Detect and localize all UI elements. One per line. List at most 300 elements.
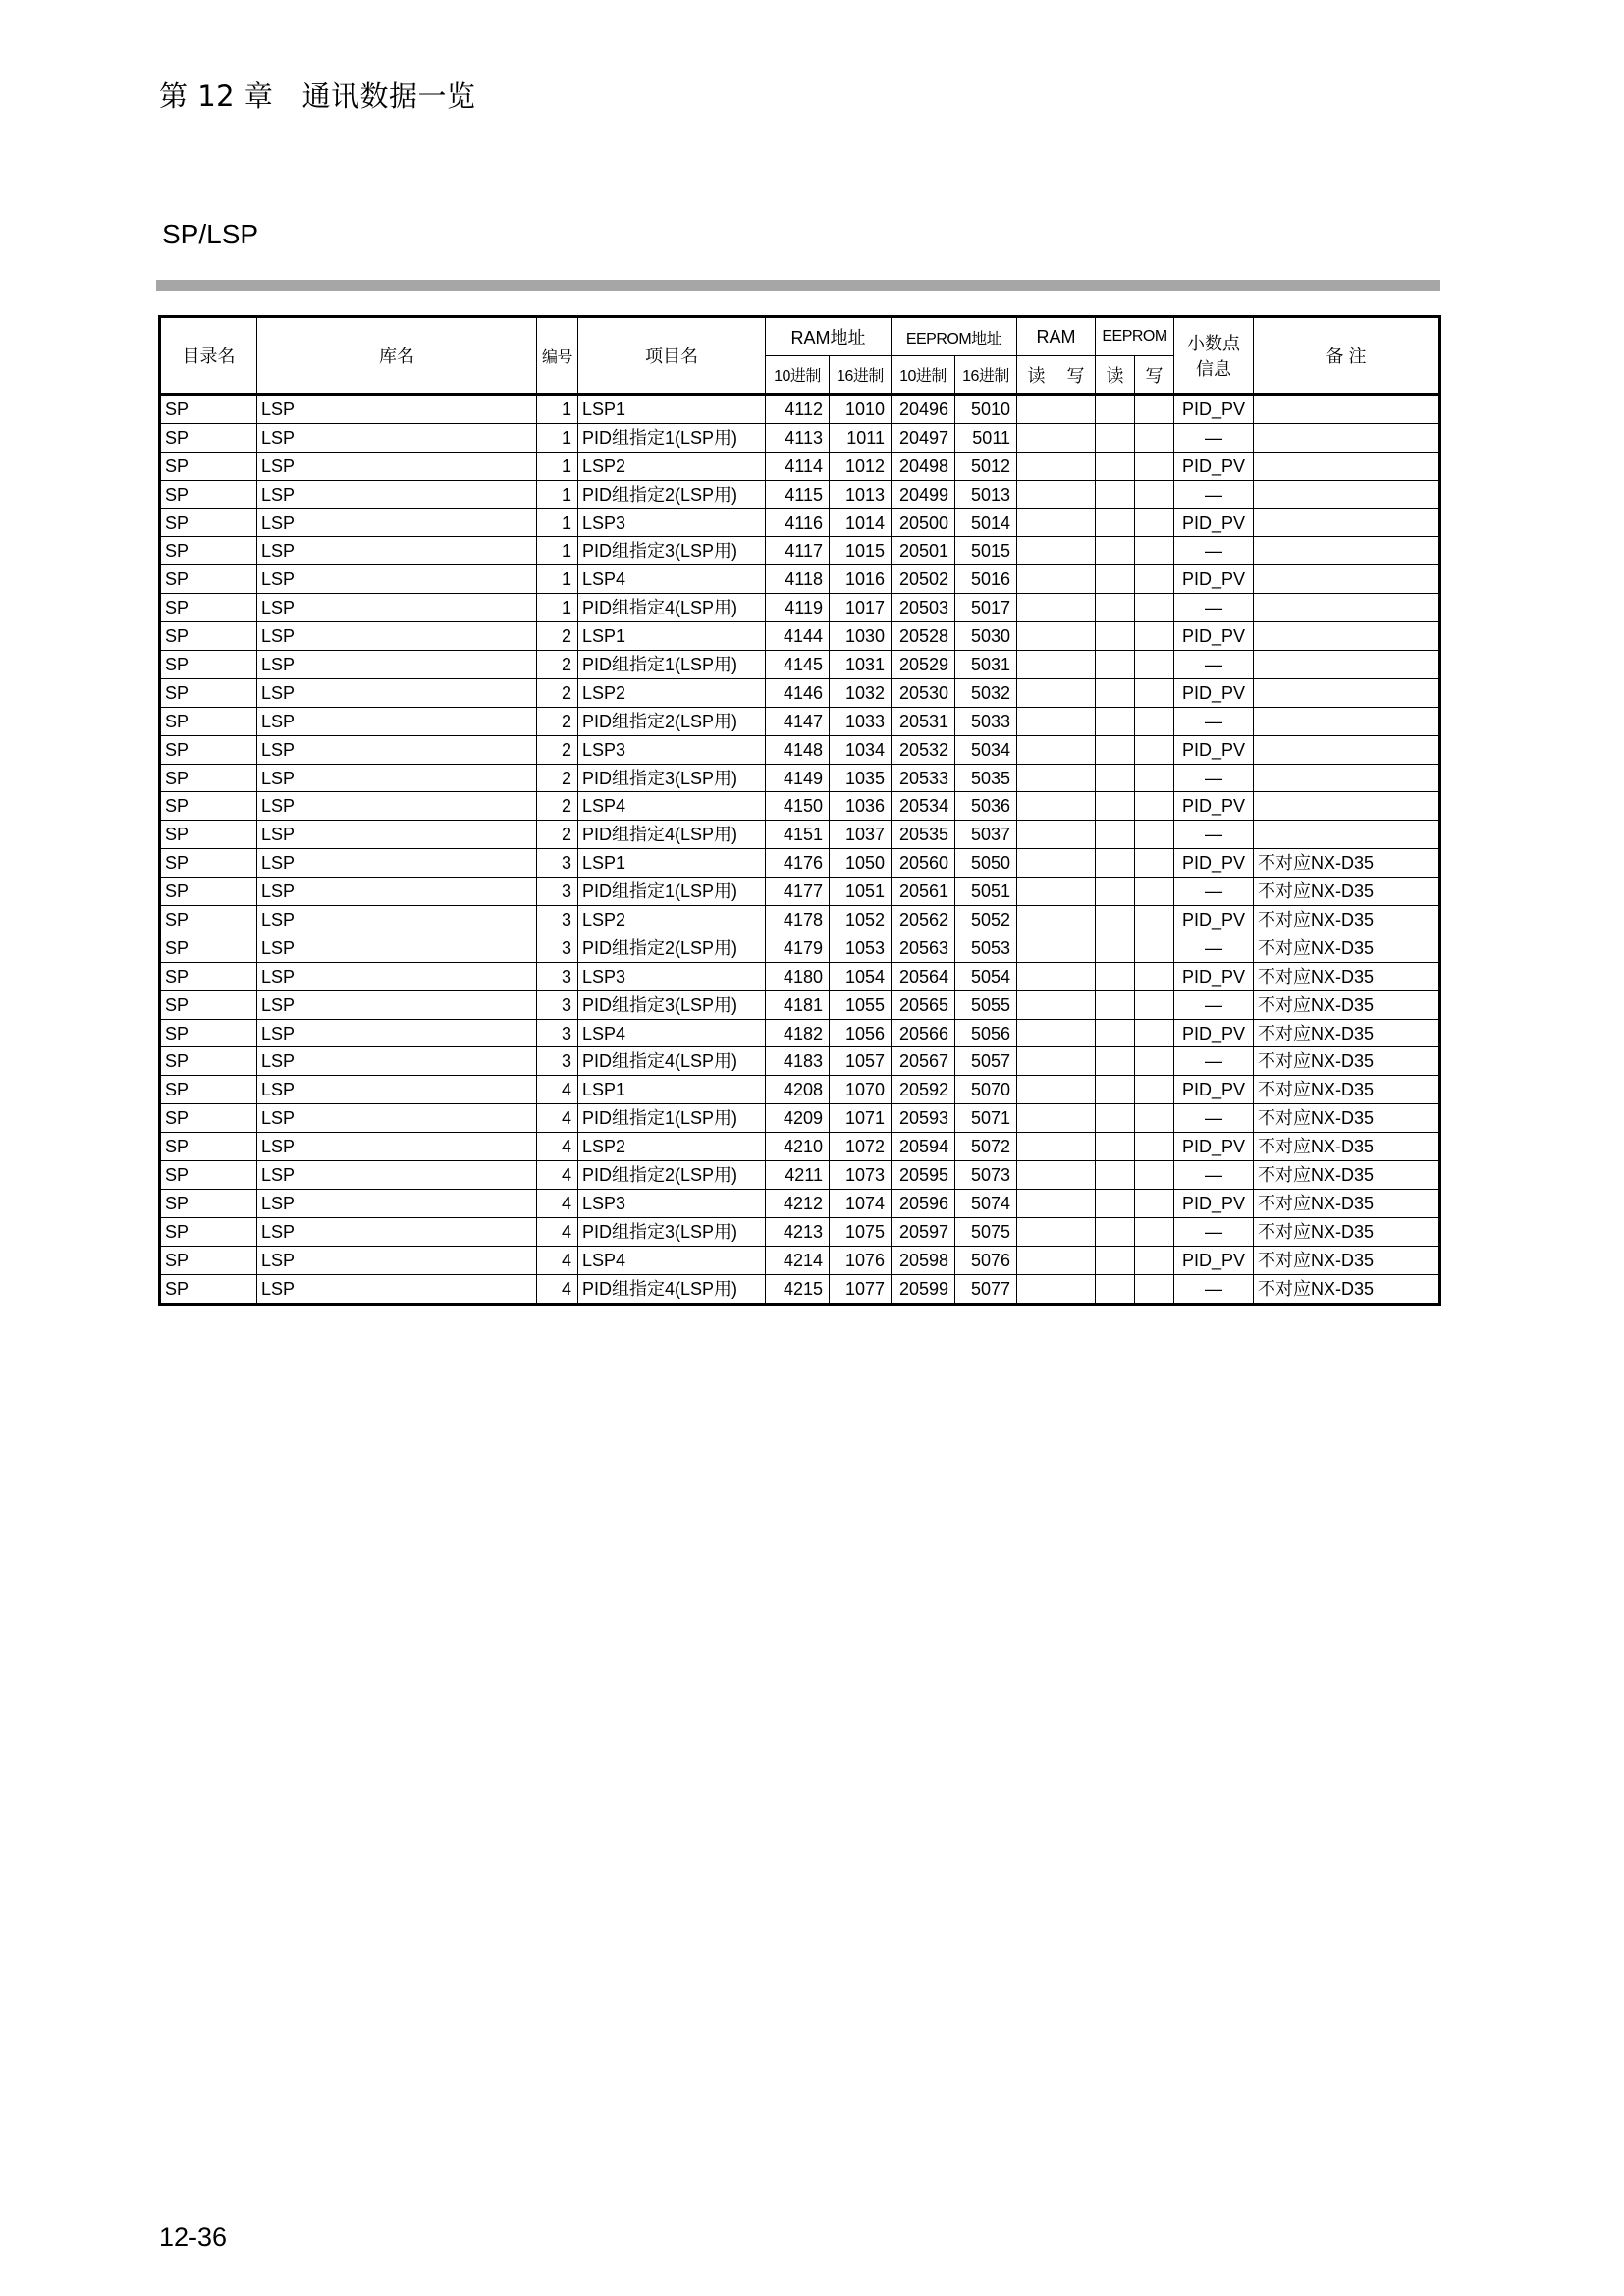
- cell-decimal-info: PID_PV: [1174, 735, 1254, 764]
- cell-ram-write: [1056, 1047, 1096, 1076]
- cell-eeprom-dec: 20565: [892, 990, 955, 1019]
- cell-eeprom-dec: 20502: [892, 565, 955, 594]
- cell-eeprom-write: [1135, 878, 1174, 906]
- cell-ram-write: [1056, 565, 1096, 594]
- cell-decimal-info: —: [1174, 594, 1254, 622]
- header-ram: RAM: [1017, 317, 1096, 356]
- cell-ram-read: [1017, 821, 1056, 849]
- cell-item: PID组指定3(LSP用): [578, 1217, 766, 1246]
- table-row: [160, 594, 1440, 622]
- cell-number: 3: [537, 849, 578, 878]
- cell-remarks: 不对应NX-D35: [1254, 1019, 1440, 1047]
- cell-eeprom-dec: 20560: [892, 849, 955, 878]
- cell-ram-read: [1017, 849, 1056, 878]
- table-row: [160, 651, 1440, 679]
- cell-library: LSP: [257, 1274, 537, 1304]
- cell-ram-hex: 1054: [830, 962, 892, 990]
- cell-ram-hex: 1034: [830, 735, 892, 764]
- cell-remarks: 不对应NX-D35: [1254, 1161, 1440, 1190]
- header-decimal-info: [1174, 317, 1254, 395]
- table-row: [160, 1274, 1440, 1304]
- cell-ram-dec: 4145: [766, 651, 830, 679]
- cell-library: LSP: [257, 1246, 537, 1274]
- cell-decimal-info: —: [1174, 934, 1254, 962]
- page-number: 12-36: [159, 2222, 228, 2252]
- cell-remarks: [1254, 678, 1440, 707]
- cell-item: PID组指定2(LSP用): [578, 1161, 766, 1190]
- cell-eeprom-hex: 5012: [955, 452, 1017, 480]
- cell-ram-read: [1017, 480, 1056, 508]
- cell-ram-dec: 4113: [766, 423, 830, 452]
- cell-eeprom-hex: 5057: [955, 1047, 1017, 1076]
- cell-ram-dec: 4212: [766, 1189, 830, 1217]
- cell-decimal-info: PID_PV: [1174, 1246, 1254, 1274]
- cell-ram-read: [1017, 707, 1056, 735]
- cell-catalog: SP: [160, 764, 257, 792]
- cell-remarks: 不对应NX-D35: [1254, 906, 1440, 934]
- cell-item: LSP1: [578, 395, 766, 424]
- cell-eeprom-hex: 5032: [955, 678, 1017, 707]
- cell-ram-hex: 1072: [830, 1133, 892, 1161]
- header-ram-write: 写: [1056, 356, 1096, 395]
- cell-ram-write: [1056, 651, 1096, 679]
- header-decimal-info-line2: 信息: [1196, 359, 1232, 379]
- cell-remarks: [1254, 821, 1440, 849]
- cell-eeprom-read: [1096, 594, 1135, 622]
- cell-eeprom-write: [1135, 906, 1174, 934]
- cell-ram-dec: 4148: [766, 735, 830, 764]
- cell-ram-read: [1017, 990, 1056, 1019]
- cell-eeprom-read: [1096, 537, 1135, 565]
- cell-eeprom-hex: 5050: [955, 849, 1017, 878]
- cell-decimal-info: PID_PV: [1174, 1189, 1254, 1217]
- cell-decimal-info: PID_PV: [1174, 678, 1254, 707]
- data-table: [158, 315, 1441, 1306]
- cell-eeprom-read: [1096, 508, 1135, 537]
- header-ram-address: RAM地址: [766, 317, 892, 356]
- cell-eeprom-dec: 20564: [892, 962, 955, 990]
- cell-eeprom-read: [1096, 480, 1135, 508]
- cell-ram-hex: 1033: [830, 707, 892, 735]
- cell-item: PID组指定2(LSP用): [578, 934, 766, 962]
- cell-catalog: SP: [160, 1076, 257, 1104]
- cell-catalog: SP: [160, 1274, 257, 1304]
- cell-decimal-info: PID_PV: [1174, 395, 1254, 424]
- cell-library: LSP: [257, 990, 537, 1019]
- cell-eeprom-dec: 20566: [892, 1019, 955, 1047]
- cell-catalog: SP: [160, 651, 257, 679]
- cell-catalog: SP: [160, 423, 257, 452]
- cell-eeprom-hex: 5077: [955, 1274, 1017, 1304]
- cell-remarks: 不对应NX-D35: [1254, 1274, 1440, 1304]
- cell-ram-dec: 4144: [766, 622, 830, 651]
- cell-eeprom-hex: 5051: [955, 878, 1017, 906]
- cell-remarks: [1254, 395, 1440, 424]
- cell-catalog: SP: [160, 1133, 257, 1161]
- cell-catalog: SP: [160, 537, 257, 565]
- cell-eeprom-dec: 20595: [892, 1161, 955, 1190]
- cell-eeprom-read: [1096, 452, 1135, 480]
- cell-remarks: 不对应NX-D35: [1254, 1189, 1440, 1217]
- cell-eeprom-write: [1135, 792, 1174, 821]
- cell-eeprom-hex: 5030: [955, 622, 1017, 651]
- cell-ram-dec: 4176: [766, 849, 830, 878]
- cell-number: 1: [537, 452, 578, 480]
- cell-ram-dec: 4118: [766, 565, 830, 594]
- cell-remarks: 不对应NX-D35: [1254, 849, 1440, 878]
- cell-item: LSP4: [578, 792, 766, 821]
- cell-ram-hex: 1070: [830, 1076, 892, 1104]
- cell-ram-dec: 4213: [766, 1217, 830, 1246]
- cell-catalog: SP: [160, 1161, 257, 1190]
- cell-catalog: SP: [160, 990, 257, 1019]
- cell-number: 3: [537, 906, 578, 934]
- cell-eeprom-dec: 20496: [892, 395, 955, 424]
- cell-ram-hex: 1010: [830, 395, 892, 424]
- cell-eeprom-dec: 20593: [892, 1104, 955, 1133]
- cell-ram-write: [1056, 395, 1096, 424]
- cell-eeprom-read: [1096, 1189, 1135, 1217]
- cell-ram-write: [1056, 990, 1096, 1019]
- cell-item: PID组指定2(LSP用): [578, 480, 766, 508]
- cell-number: 3: [537, 878, 578, 906]
- table-row: [160, 537, 1440, 565]
- cell-decimal-info: —: [1174, 480, 1254, 508]
- cell-decimal-info: PID_PV: [1174, 849, 1254, 878]
- cell-eeprom-write: [1135, 1019, 1174, 1047]
- cell-ram-read: [1017, 622, 1056, 651]
- table-row: [160, 906, 1440, 934]
- table-row: [160, 707, 1440, 735]
- cell-ram-dec: 4210: [766, 1133, 830, 1161]
- cell-eeprom-hex: 5053: [955, 934, 1017, 962]
- cell-number: 4: [537, 1076, 578, 1104]
- cell-eeprom-dec: 20596: [892, 1189, 955, 1217]
- cell-number: 2: [537, 821, 578, 849]
- header-eeprom-read: 读: [1096, 356, 1135, 395]
- cell-ram-read: [1017, 735, 1056, 764]
- cell-number: 3: [537, 962, 578, 990]
- cell-eeprom-write: [1135, 452, 1174, 480]
- cell-eeprom-dec: 20562: [892, 906, 955, 934]
- title-rule: [156, 280, 1440, 291]
- cell-library: LSP: [257, 849, 537, 878]
- cell-ram-read: [1017, 792, 1056, 821]
- header-number: 编号: [537, 317, 578, 395]
- cell-ram-dec: 4150: [766, 792, 830, 821]
- cell-ram-hex: 1071: [830, 1104, 892, 1133]
- cell-library: LSP: [257, 934, 537, 962]
- cell-ram-read: [1017, 594, 1056, 622]
- cell-decimal-info: PID_PV: [1174, 565, 1254, 594]
- cell-ram-hex: 1050: [830, 849, 892, 878]
- cell-decimal-info: PID_PV: [1174, 622, 1254, 651]
- header-library: 库名: [257, 317, 537, 395]
- cell-ram-read: [1017, 423, 1056, 452]
- cell-ram-dec: 4182: [766, 1019, 830, 1047]
- cell-library: LSP: [257, 821, 537, 849]
- cell-item: PID组指定3(LSP用): [578, 537, 766, 565]
- cell-ram-write: [1056, 480, 1096, 508]
- cell-ram-dec: 4179: [766, 934, 830, 962]
- table-row: [160, 1189, 1440, 1217]
- cell-eeprom-dec: 20530: [892, 678, 955, 707]
- cell-remarks: 不对应NX-D35: [1254, 934, 1440, 962]
- cell-eeprom-hex: 5074: [955, 1189, 1017, 1217]
- cell-ram-dec: 4178: [766, 906, 830, 934]
- cell-eeprom-hex: 5031: [955, 651, 1017, 679]
- cell-item: LSP2: [578, 1133, 766, 1161]
- cell-eeprom-dec: 20597: [892, 1217, 955, 1246]
- cell-number: 2: [537, 735, 578, 764]
- cell-item: LSP4: [578, 1019, 766, 1047]
- cell-eeprom-dec: 20503: [892, 594, 955, 622]
- table-row: [160, 821, 1440, 849]
- cell-eeprom-read: [1096, 1104, 1135, 1133]
- header-ram-dec: 10进制: [766, 356, 830, 395]
- cell-ram-write: [1056, 764, 1096, 792]
- cell-decimal-info: PID_PV: [1174, 452, 1254, 480]
- cell-eeprom-write: [1135, 735, 1174, 764]
- cell-ram-dec: 4177: [766, 878, 830, 906]
- cell-catalog: SP: [160, 1104, 257, 1133]
- cell-number: 2: [537, 707, 578, 735]
- cell-catalog: SP: [160, 707, 257, 735]
- cell-eeprom-dec: 20598: [892, 1246, 955, 1274]
- cell-eeprom-read: [1096, 395, 1135, 424]
- cell-decimal-info: —: [1174, 651, 1254, 679]
- table-body: [160, 395, 1440, 1305]
- cell-ram-write: [1056, 678, 1096, 707]
- cell-item: PID组指定1(LSP用): [578, 651, 766, 679]
- cell-ram-read: [1017, 1161, 1056, 1190]
- header-decimal-info-line1: 小数点: [1187, 334, 1241, 353]
- cell-eeprom-hex: 5033: [955, 707, 1017, 735]
- cell-number: 2: [537, 792, 578, 821]
- cell-catalog: SP: [160, 480, 257, 508]
- cell-eeprom-hex: 5073: [955, 1161, 1017, 1190]
- cell-ram-write: [1056, 1217, 1096, 1246]
- cell-ram-hex: 1014: [830, 508, 892, 537]
- cell-remarks: [1254, 792, 1440, 821]
- table-row: [160, 1047, 1440, 1076]
- cell-eeprom-dec: 20594: [892, 1133, 955, 1161]
- cell-ram-dec: 4146: [766, 678, 830, 707]
- cell-ram-dec: 4114: [766, 452, 830, 480]
- cell-library: LSP: [257, 508, 537, 537]
- cell-number: 3: [537, 1019, 578, 1047]
- cell-ram-read: [1017, 1246, 1056, 1274]
- cell-eeprom-write: [1135, 1047, 1174, 1076]
- cell-ram-write: [1056, 452, 1096, 480]
- cell-number: 4: [537, 1104, 578, 1133]
- cell-catalog: SP: [160, 565, 257, 594]
- cell-eeprom-read: [1096, 878, 1135, 906]
- cell-ram-hex: 1057: [830, 1047, 892, 1076]
- cell-catalog: SP: [160, 878, 257, 906]
- cell-decimal-info: —: [1174, 423, 1254, 452]
- cell-library: LSP: [257, 622, 537, 651]
- cell-item: LSP4: [578, 565, 766, 594]
- cell-library: LSP: [257, 1076, 537, 1104]
- cell-eeprom-write: [1135, 1161, 1174, 1190]
- cell-ram-hex: 1011: [830, 423, 892, 452]
- cell-ram-read: [1017, 1217, 1056, 1246]
- cell-eeprom-hex: 5015: [955, 537, 1017, 565]
- cell-decimal-info: —: [1174, 1217, 1254, 1246]
- cell-ram-dec: 4115: [766, 480, 830, 508]
- cell-number: 2: [537, 678, 578, 707]
- header-remarks: 备 注: [1254, 317, 1440, 395]
- cell-catalog: SP: [160, 735, 257, 764]
- cell-eeprom-write: [1135, 934, 1174, 962]
- cell-library: LSP: [257, 395, 537, 424]
- cell-ram-read: [1017, 1104, 1056, 1133]
- cell-ram-hex: 1075: [830, 1217, 892, 1246]
- cell-eeprom-read: [1096, 565, 1135, 594]
- cell-library: LSP: [257, 1133, 537, 1161]
- cell-eeprom-hex: 5075: [955, 1217, 1017, 1246]
- table-row: [160, 934, 1440, 962]
- cell-eeprom-write: [1135, 764, 1174, 792]
- cell-ram-hex: 1035: [830, 764, 892, 792]
- cell-decimal-info: PID_PV: [1174, 962, 1254, 990]
- cell-eeprom-read: [1096, 1076, 1135, 1104]
- cell-ram-write: [1056, 1189, 1096, 1217]
- cell-library: LSP: [257, 707, 537, 735]
- table-row: [160, 1246, 1440, 1274]
- cell-remarks: 不对应NX-D35: [1254, 1047, 1440, 1076]
- cell-ram-read: [1017, 1189, 1056, 1217]
- cell-ram-write: [1056, 423, 1096, 452]
- cell-library: LSP: [257, 1161, 537, 1190]
- header-item: 项目名: [578, 317, 766, 395]
- cell-decimal-info: PID_PV: [1174, 906, 1254, 934]
- cell-eeprom-hex: 5056: [955, 1019, 1017, 1047]
- cell-item: LSP3: [578, 735, 766, 764]
- cell-number: 2: [537, 651, 578, 679]
- cell-eeprom-hex: 5052: [955, 906, 1017, 934]
- cell-ram-hex: 1016: [830, 565, 892, 594]
- cell-item: LSP1: [578, 849, 766, 878]
- cell-ram-write: [1056, 707, 1096, 735]
- cell-eeprom-dec: 20592: [892, 1076, 955, 1104]
- cell-eeprom-read: [1096, 707, 1135, 735]
- cell-ram-hex: 1074: [830, 1189, 892, 1217]
- cell-item: LSP2: [578, 452, 766, 480]
- cell-ram-read: [1017, 934, 1056, 962]
- cell-ram-hex: 1051: [830, 878, 892, 906]
- cell-decimal-info: —: [1174, 1274, 1254, 1304]
- cell-ram-dec: 4180: [766, 962, 830, 990]
- cell-eeprom-write: [1135, 1189, 1174, 1217]
- cell-remarks: 不对应NX-D35: [1254, 1133, 1440, 1161]
- cell-eeprom-hex: 5054: [955, 962, 1017, 990]
- cell-ram-dec: 4215: [766, 1274, 830, 1304]
- header-catalog: 目录名: [160, 317, 257, 395]
- header-ram-read: 读: [1017, 356, 1056, 395]
- cell-number: 4: [537, 1189, 578, 1217]
- table-row: [160, 395, 1440, 424]
- cell-decimal-info: PID_PV: [1174, 1133, 1254, 1161]
- cell-ram-write: [1056, 1076, 1096, 1104]
- cell-ram-write: [1056, 849, 1096, 878]
- cell-ram-write: [1056, 735, 1096, 764]
- cell-remarks: 不对应NX-D35: [1254, 962, 1440, 990]
- cell-ram-hex: 1055: [830, 990, 892, 1019]
- cell-eeprom-write: [1135, 395, 1174, 424]
- cell-decimal-info: —: [1174, 821, 1254, 849]
- cell-remarks: [1254, 735, 1440, 764]
- cell-eeprom-hex: 5034: [955, 735, 1017, 764]
- cell-eeprom-hex: 5037: [955, 821, 1017, 849]
- cell-decimal-info: PID_PV: [1174, 792, 1254, 821]
- table-row: [160, 735, 1440, 764]
- cell-ram-read: [1017, 764, 1056, 792]
- header-eeprom: EEPROM: [1096, 317, 1174, 356]
- cell-item: LSP3: [578, 508, 766, 537]
- cell-ram-hex: 1056: [830, 1019, 892, 1047]
- cell-eeprom-dec: 20533: [892, 764, 955, 792]
- cell-library: LSP: [257, 735, 537, 764]
- cell-eeprom-dec: 20563: [892, 934, 955, 962]
- cell-remarks: [1254, 707, 1440, 735]
- cell-remarks: 不对应NX-D35: [1254, 1217, 1440, 1246]
- cell-catalog: SP: [160, 962, 257, 990]
- cell-catalog: SP: [160, 792, 257, 821]
- cell-ram-write: [1056, 537, 1096, 565]
- cell-eeprom-dec: 20599: [892, 1274, 955, 1304]
- cell-number: 1: [537, 537, 578, 565]
- cell-eeprom-hex: 5076: [955, 1246, 1017, 1274]
- cell-library: LSP: [257, 906, 537, 934]
- cell-number: 4: [537, 1161, 578, 1190]
- cell-ram-read: [1017, 537, 1056, 565]
- header-eeprom-address: EEPROM地址: [892, 317, 1017, 356]
- table-row: [160, 878, 1440, 906]
- cell-ram-hex: 1012: [830, 452, 892, 480]
- cell-catalog: SP: [160, 1246, 257, 1274]
- cell-ram-write: [1056, 934, 1096, 962]
- cell-ram-hex: 1037: [830, 821, 892, 849]
- cell-ram-write: [1056, 792, 1096, 821]
- cell-eeprom-dec: 20501: [892, 537, 955, 565]
- cell-ram-write: [1056, 1019, 1096, 1047]
- cell-ram-write: [1056, 594, 1096, 622]
- cell-catalog: SP: [160, 821, 257, 849]
- cell-eeprom-dec: 20534: [892, 792, 955, 821]
- cell-item: LSP2: [578, 906, 766, 934]
- cell-decimal-info: —: [1174, 1047, 1254, 1076]
- cell-ram-hex: 1032: [830, 678, 892, 707]
- cell-eeprom-read: [1096, 622, 1135, 651]
- cell-eeprom-hex: 5071: [955, 1104, 1017, 1133]
- cell-ram-hex: 1053: [830, 934, 892, 962]
- cell-ram-dec: 4117: [766, 537, 830, 565]
- cell-library: LSP: [257, 565, 537, 594]
- header-eeprom-write: 写: [1135, 356, 1174, 395]
- cell-library: LSP: [257, 1104, 537, 1133]
- cell-eeprom-write: [1135, 1217, 1174, 1246]
- table-row: [160, 849, 1440, 878]
- cell-ram-read: [1017, 1076, 1056, 1104]
- table-row: [160, 1161, 1440, 1190]
- cell-library: LSP: [257, 480, 537, 508]
- cell-ram-dec: 4208: [766, 1076, 830, 1104]
- cell-library: LSP: [257, 423, 537, 452]
- cell-ram-write: [1056, 1133, 1096, 1161]
- cell-ram-read: [1017, 395, 1056, 424]
